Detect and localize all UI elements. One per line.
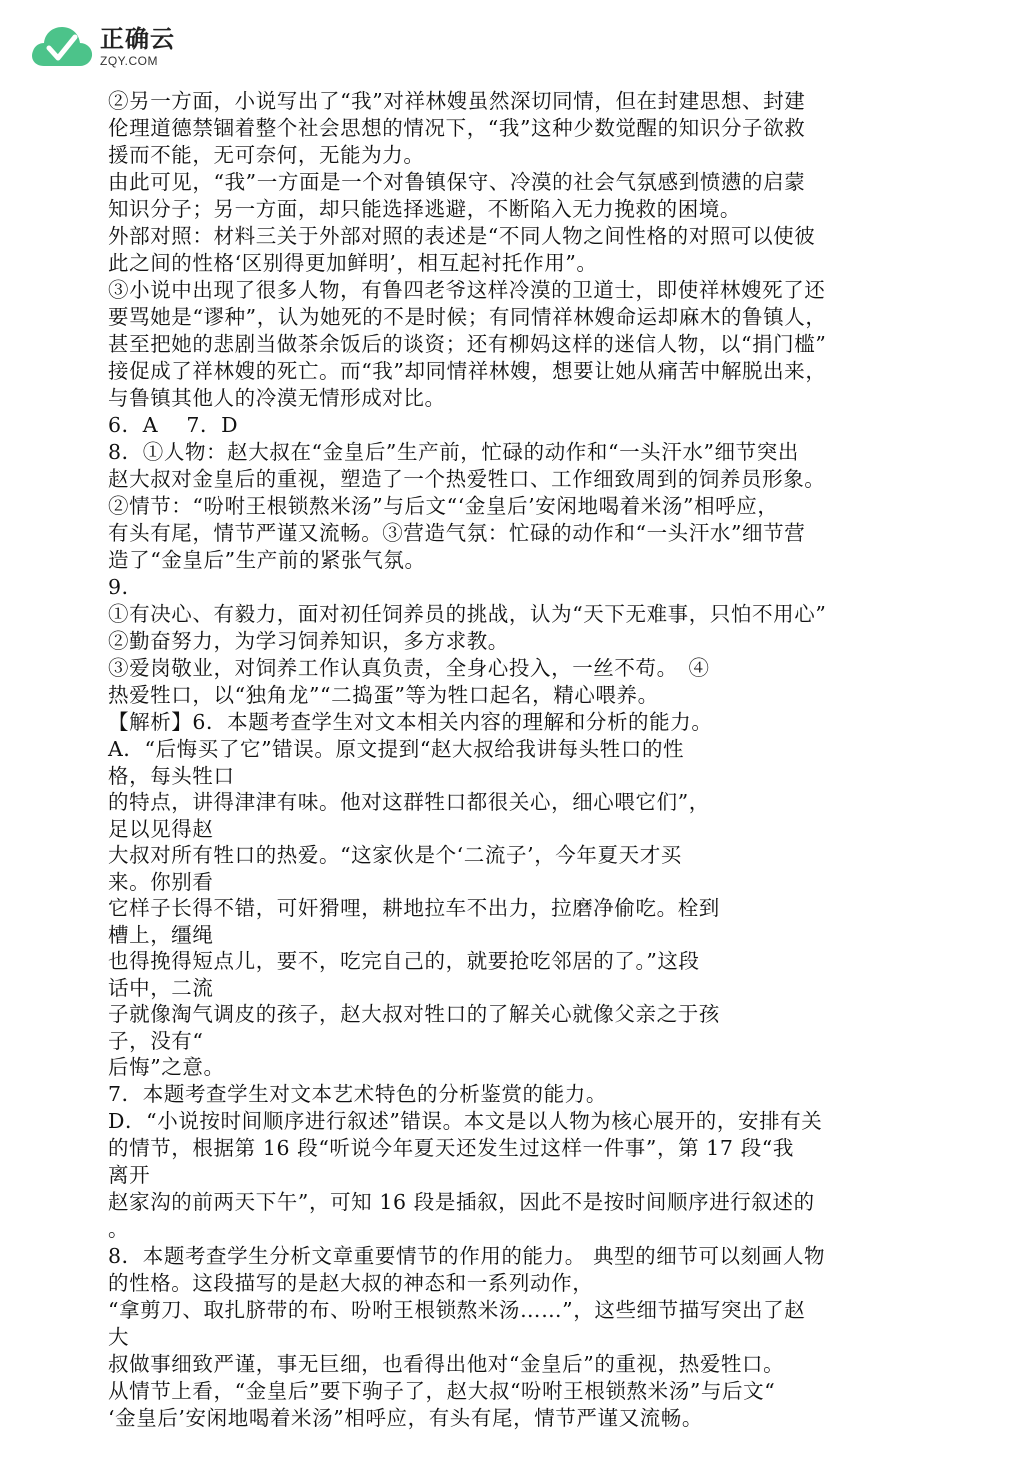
text-line: ②另一方面，小说写出了“我”对祥林嫂虽然深切同情，但在封建思想、封建 xyxy=(108,89,806,113)
text-line: 大 xyxy=(108,1324,130,1349)
text-line: 后悔”之意。 xyxy=(108,1055,225,1079)
text-line: 此之间的性格‘区别得更加鲜明’，相互起衬托作用”。 xyxy=(108,251,598,275)
text-line: 子，没有“ xyxy=(108,1028,204,1053)
text-line: ‘金皇后’安闲地喝着米汤”相呼应，有头有尾，情节严谨又流畅。 xyxy=(108,1405,704,1430)
text-line: A．“后悔买了它”错误。原文提到“赵大叔给我讲每头牲口的性 xyxy=(108,737,685,761)
text-line: 。 xyxy=(108,1216,130,1241)
text-line: 赵大叔对金皇后的重视，塑造了一个热爱牲口、工作细致周到的饲养员形象。 xyxy=(108,467,826,491)
cloud-check-icon xyxy=(30,22,94,72)
text-line: 槽上，缰绳 xyxy=(108,922,214,947)
text-line: ②情节：“吩咐王根锁熬米汤”与后文“‘金皇后’安闲地喝着米汤”相呼应， xyxy=(108,494,779,518)
text-line: 的性格。这段描写的是赵大叔的神态和一系列动作， xyxy=(108,1270,594,1295)
text-line: 9． xyxy=(108,575,143,599)
text-line: 离开 xyxy=(108,1162,151,1187)
text-line: 赵家沟的前两天下午”，可知 16 段是插叙，因此不是按时间顺序进行叙述的 xyxy=(108,1189,815,1214)
text-line: 有头有尾，情节严谨又流畅。③营造气氛：忙碌的动作和“一头汗水”细节营 xyxy=(108,521,806,545)
text-line: D．“小说按时间顺序进行叙述”错误。本文是以人物为核心展开的，安排有关 xyxy=(108,1108,823,1133)
text-line: 的情节，根据第 16 段“听说今年夏天还发生过这样一件事”，第 17 段“我 xyxy=(108,1135,794,1160)
document-body xyxy=(108,88,928,1432)
text-line: 子就像淘气调皮的孩子，赵大叔对牲口的了解关心就像父亲之于孩 xyxy=(108,1002,720,1026)
text-line: 要骂她是“谬种”，认为她死的不是时候；有同情祥林嫂命运却麻木的鲁镇人， xyxy=(108,305,827,329)
text-line: 与鲁镇其他人的冷漠无情形成对比。 xyxy=(108,386,446,410)
text-line: 的特点，讲得津津有味。他对这群牲口都很关心，细心喂它们”， xyxy=(108,790,710,814)
text-line: 足以见得赵 xyxy=(108,816,214,841)
text-line: 话中，二流 xyxy=(108,975,214,1000)
text-line: 知识分子；另一方面，却只能选择逃避，不断陷入无力挽救的困境。 xyxy=(108,197,741,221)
text-line: ③小说中出现了很多人物，有鲁四老爷这样冷漠的卫道士，即使祥林嫂死了还 xyxy=(108,278,826,302)
text-line: 叔做事细致严谨，事无巨细，也看得出他对“金皇后”的重视，热爱牲口。 xyxy=(108,1351,785,1376)
text-line: ②勤奋努力，为学习饲养知识，多方求教。 xyxy=(108,629,509,653)
text-line: 8．①人物：赵大叔在“金皇后”生产前，忙碌的动作和“一头汗水”细节突出 xyxy=(108,440,799,464)
text-line: 甚至把她的悲剧当做茶余饭后的谈资；还有柳妈这样的迷信人物，以“捐门槛” xyxy=(108,332,827,356)
text-line: 热爱牲口，以“独角龙”“二捣蛋”等为牲口起名，精心喂养。 xyxy=(108,683,659,707)
brand-logo xyxy=(30,22,175,72)
brand-name-cn: 正确云 xyxy=(100,25,175,53)
text-line: 外部对照：材料三关于外部对照的表述是“不同人物之间性格的对照可以使彼 xyxy=(108,224,816,248)
text-line: 【解析】6．本题考查学生对文本相关内容的理解和分析的能力。 xyxy=(108,710,713,734)
text-line: 造了“金皇后”生产前的紧张气氛。 xyxy=(108,548,426,572)
text-line: 伦理道德禁锢着整个社会思想的情况下，“我”这种少数觉醒的知识分子欲救 xyxy=(108,116,806,140)
text-line: ①有决心、有毅力，面对初任饲养员的挑战，认为“天下无难事，只怕不用心” xyxy=(108,602,827,626)
text-line: 援而不能，无可奈何，无能为力。 xyxy=(108,143,425,167)
text-line: 接促成了祥林嫂的死亡。而“我”却同情祥林嫂，想要让她从痛苦中解脱出来， xyxy=(108,359,827,383)
text-line: 7．本题考查学生对文本艺术特色的分析鉴赏的能力。 xyxy=(108,1081,607,1106)
text-line: 6．A 7．D xyxy=(108,413,239,437)
text-line: ③爱岗敬业，对饲养工作认真负责，全身心投入，一丝不苟。 ④ xyxy=(108,656,710,680)
text-line: 它样子长得不错，可奸猾哩，耕地拉车不出力，拉磨净偷吃。栓到 xyxy=(108,896,720,920)
text-line: 从情节上看，“金皇后”要下驹子了，赵大叔“吩咐王根锁熬米汤”与后文“ xyxy=(108,1378,776,1403)
text-line: 大叔对所有牲口的热爱。“这家伙是个‘二流子’，今年夏天才买 xyxy=(108,843,682,867)
brand-name-en: ZQY.COM xyxy=(100,54,158,68)
text-line: 格，每头牲口 xyxy=(108,763,235,788)
text-line: 来。你别看 xyxy=(108,869,214,894)
text-line: 也得挽得短点儿，要不，吃完自己的，就要抢吃邻居的了。”这段 xyxy=(108,949,700,973)
text-line: 由此可见，“我”一方面是一个对鲁镇保守、冷漠的社会气氛感到愤懑的启蒙 xyxy=(108,170,806,194)
text-line: “拿剪刀、取扎脐带的布、吩咐王根锁熬米汤……”，这些细节描写突出了赵 xyxy=(108,1297,806,1322)
text-line: 8．本题考查学生分析文章重要情节的作用的能力。 典型的细节可以刻画人物 xyxy=(108,1243,826,1268)
